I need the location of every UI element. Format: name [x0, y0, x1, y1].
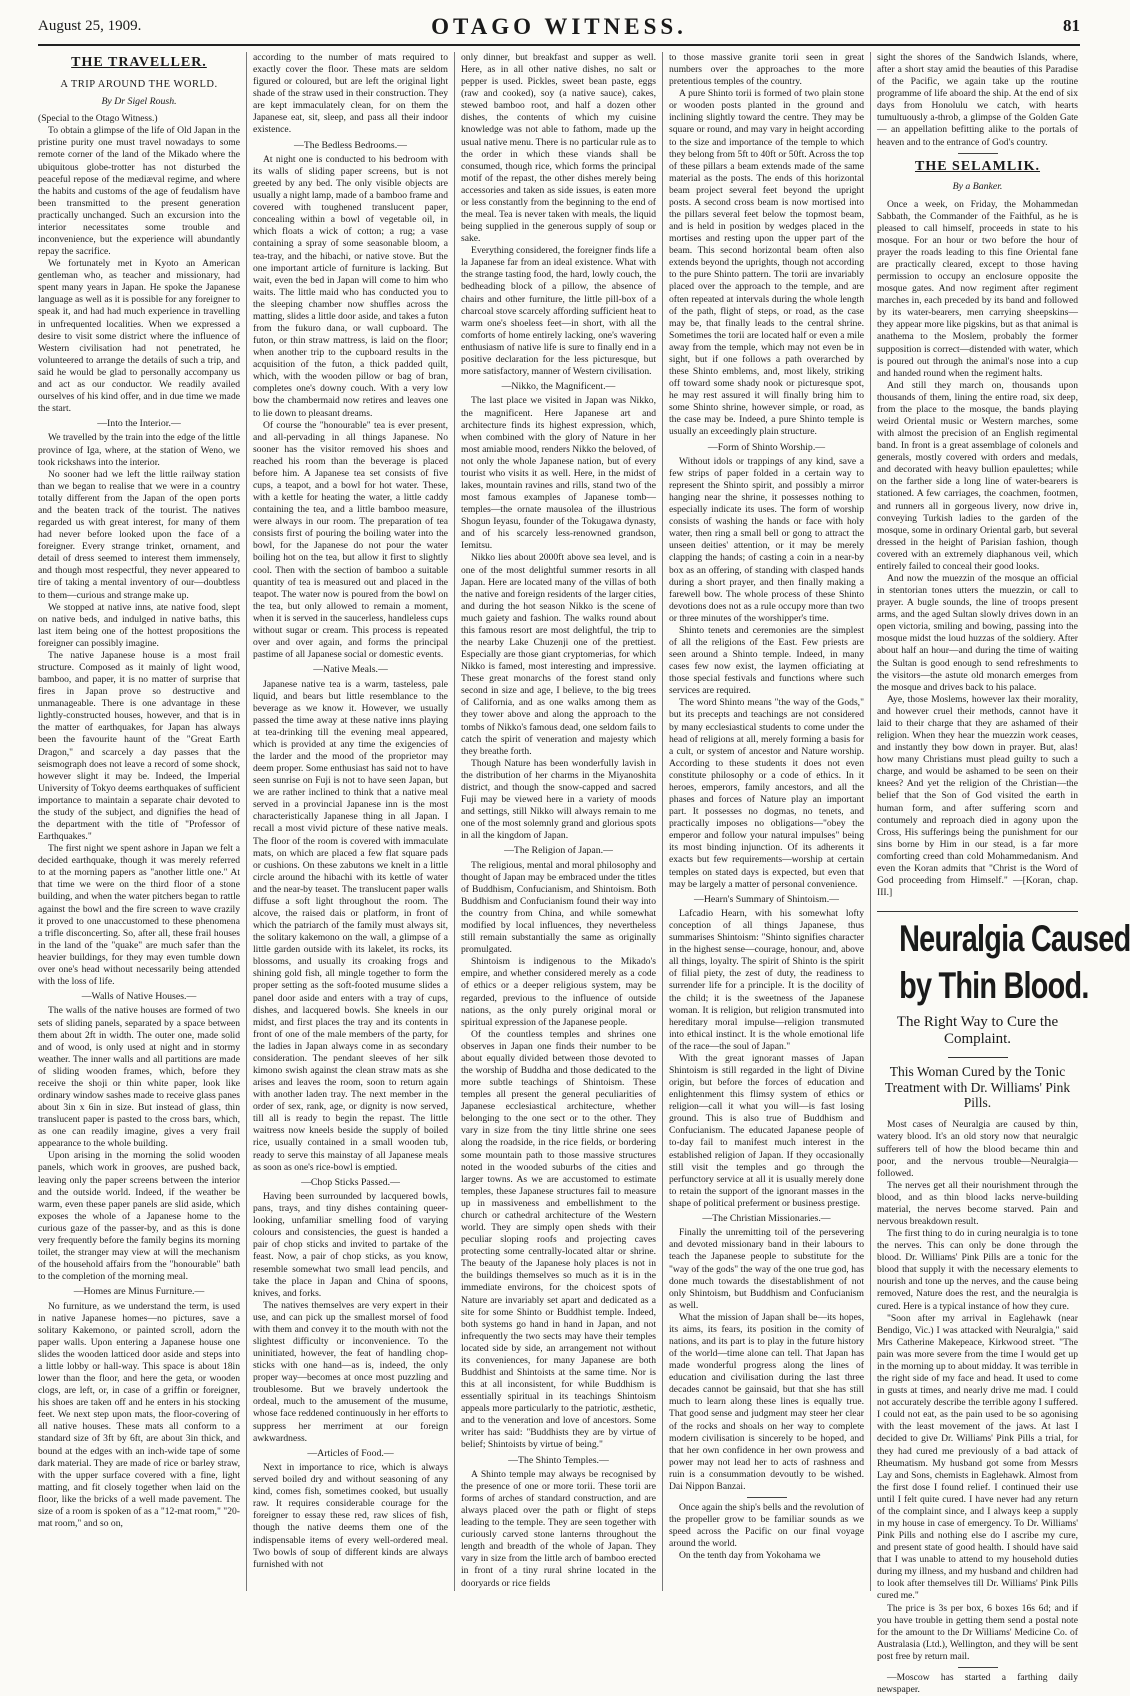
paragraph: With the great ignorant masses of Japan Shintoism is still regarded in the light of Divine origin, but before the forces of education and enlightenment this flimsy system of ethics or religion—call it what you will—is fast losing ground. This is also true of Buddhism and Confucianism. The educated Japanese people of to-day fail to manifest much interest in the established religion of Japan. If they occasionally still visit the temples and go through the perfunctory service at all it is usually merely done to retain the support of the ignorant masses in the shape of political preferment or business prestige.	[669, 1052, 864, 1209]
paragraph: —Moscow has started a farthing daily newspaper.	[877, 1671, 1078, 1695]
paragraph: The word Shinto means "the way of the Gods," but its precepts and teachings are not considered by many ecclesiastical students to come under the head of religions at all, merely forming a basis for a cult, or system of ancestor and Nature worship. According to these students it does not even constitute philosophy or a code of ethics. In it heroes, emperors, family ancestors, and all the phases and forces of Nature play an important part. It possesses no dogmas, no tenets, and practically imposes no obligations—"obey the emperor and follow your natural impulses" being its most binding injunction. Of its adherents it exacts but few requirements—worship at certain temples on stated days is expected, but even that may be largely a matter of personal convenience.	[669, 697, 864, 890]
paragraph: Once a week, on Friday, the Mohammedan Sabbath, the Commander of the Faithful, as he is pleased to call himself, proceeds in state to his mosque. For an hour or two before the hour of prayer the roads leading to this fine Oriental fane are practically cleared, except to those having permission to occupy an enclosure opposite the mosque gates. And now regiment after regiment marches in, each preceded by its band and followed by its water-bearers, men carrying sheepskins—they appear more like pigskins, but as that animal is anathema to the Moslem, probably the former supposition is correct—distended with water, which is poured out through the animal's nose into a cup and handed round when the regiment halts.	[877, 198, 1078, 379]
paragraph: Nikko lies about 2000ft above sea level, and is one of the most delightful summer resorts in all Japan. Here are located many of the villas of both the native and foreign residents of the larger cities, and during the hot season Nikko is the scene of much gaiety and fashion. The walks round about this famous resort are most delightful, the trip to the nearby Lake Chuzenji one of the prettiest. Especially are those giant cryptomerias, for which Nikko is famed, most interesting and impressive. These great monarchs of the forest stand only second in size and age, I believe, to the big trees of California, and as one walks among them as they tower above and along the approach to the tombs of Nikko's famous dead, one seldom fails to catch the spirit of veneration and majesty which they breathe forth.	[461, 552, 656, 757]
article-byline: By a Banker.	[952, 181, 1003, 193]
paragraph: Shinto tenets and ceremonies are the simplest of all the religions of the East. Few priests are seen around a Shinto temple. Indeed, in many cases few now exist, the laymen officiating at those special festivals and functions where such services are required.	[669, 624, 864, 697]
paragraph: Everything considered, the foreigner finds life a la Japanese far from an ideal existence. What with the strange tasting food, the hard, lowly couch, the bedheading block of a pillow, the absence of chairs and other furniture, the little pill-box of a charcoal stove scarcely affording sufficient heat to warm one's shoeless feet—in short, with all the comforts of home entirely lacking, one's wavering enthusiasm of native life is sure to finally end in a positive declaration for the less picturesque, but more satisfactory, manner of Western civilisation.	[461, 245, 656, 378]
paragraph: A Shinto temple may always be recognised by the presence of one or more torii. These torii are forms of arches of standard construction, and are always placed over the path or flight of steps leading to the temple. They are seen together with curiously carved stone lanterns throughout the length and breadth of the whole of Japan. They vary in size from the little arch of bamboo erected in front of a tiny rural shrine located in the dooryards or rice fields	[461, 1468, 656, 1589]
paragraph: Though Nature has been wonderfully lavish in the distribution of her charms in the Miyanoshita district, and though the snow-capped and sacred Fuji may be viewed here in a variety of moods and settings, still Nikko will always remain to me one of the most solemnly grand and glorious spots in all the kingdom of Japan.	[461, 757, 656, 842]
advertisement	[877, 911, 1130, 1696]
column-5	[870, 52, 1130, 1695]
paragraph: The last place we visited in Japan was Nikko, the magnificent. Here Japanese art and architecture finds its highest expression, which, when combined with the glory of Nature in her most amiable mood, renders Nikko the beloved, of not only the whole Japanese nation, but of every tourist who visits it as well. Here, in the midst of lakes, mountain ravines and rills, stand two of the most famous examples of Japanese tomb—temples—the ornate mausolea of the illustrious Shogun Ieyasu, founder of the Tokugawa dynasty, and of his scarcely less-renowned grandson, Iemitsu.	[461, 395, 656, 552]
ad-subheading: The Right Way to Cure the Complaint.	[896, 1014, 1059, 1048]
section-heading: —Native Meals.—	[313, 664, 388, 676]
paragraph: Having been surrounded by lacquered bowls, pans, trays, and tiny dishes containing queer-looking, unfamiliar smelling food of varying colours and consistencies, the guest is handed a pair of chop sticks and invited to partake of the feast. Now, a pair of chop sticks, as you know, resemble somewhat two small lead pencils, and take the place in Japan and China of spoons, knives, and forks.	[253, 1191, 448, 1299]
paragraph: On the tenth day from Yokohama we	[679, 1550, 821, 1562]
paragraph: And still they march on, thousands upon thousands of them, lining the entire road, six deep, from the place to the mosque, the bands playing weird Oriental music or Western marches, some with almost the precision of an English regimental band. In front is a great assemblage of colonels and generals, mostly covered with orders and medals, and decorated with heavy bullion epaulettes; while on the farther side a long line of water-bearers is stationed. A few carriages, the coachmen, footmen, and runners all in gorgeous livery, now drive in, conveying Turkish ladies to the garden of the mosque, some in ordinary Oriental garb, but several dressed in the height of Parisian fashion, though covered with an extremely diaphanous veil, which entirely failed to conceal their good looks.	[877, 379, 1078, 572]
section-heading: —Nikko, the Magnificent.—	[501, 381, 616, 393]
section-heading: —Walls of Native Houses.—	[81, 991, 197, 1003]
page-number: 81	[1063, 16, 1080, 35]
paragraph: Most cases of Neuralgia are caused by thin, watery blood. It's an old story now that neuralgic sufferers tell of how the blood became thin and poor, and the nervous trouble—Neuralgia—followed.	[877, 1119, 1078, 1179]
paragraph: The natives themselves are very expert in their use, and can pick up the smallest morsel of food with them and convey it to the mouth with not the slightest difficulty or inconvenience. To the uninitiated, however, the feat of handling chop-sticks with one hand—as is, indeed, the only proper way—becomes at once most puzzling and troublesome. But we bravely undertook the ordeal, much to the amusement of the musume, whose face reddened continuously in her efforts to suppress her merriment at our foreign awkwardness.	[253, 1299, 448, 1444]
paragraph: The price is 3s per box, 6 boxes 16s 6d; and if you have trouble in getting them send a postal note for the amount to the Dr Williams' Medicine Co. of Australasia (Ltd.), Wellington, and they will be sent post free by return mail.	[877, 1602, 1078, 1662]
masthead-rule	[38, 44, 1080, 46]
ad-subheading-2: This Woman Cured by the Tonic Treatment with Dr. Williams' Pink Pills.	[884, 1063, 1071, 1111]
paragraph: What the mission of Japan shall be—its hopes, its aims, its fears, its position in the comity of nations, and its part is to play in the future history of the world—time alone can tell. That Japan has made wonderful progress along the lines of education and civilisation during the last three decades cannot be gainsaid, but that she has still much to learn along these lines is equally true. That good sense and judgment may steer her clear of the rocks and shoals on her way to complete modern civilisation is sincerely to be hoped, and that her own confidence in her own prowess and power may not lead her to acts of rashness and ruin is a consummation devoutly to be wished. Dai Nippon Banzai.	[669, 1311, 864, 1492]
paragraph: The first thing to do in curing neuralgia is to tone the nerves. This can only be done through the blood. Dr. Williams' Pink Pills are a tonic for the blood that supply it with the necessary elements to nourish and tone up the nerves, and the cause being removed, Nature does the rest, and the neuralgia is cured. Here is a typical instance of how they cure.	[877, 1228, 1078, 1312]
paragraph: Lafcadio Hearn, with his somewhat lofty conception of all things Japanese, thus summarises Shintoism: "Shinto signifies character in the highest sense—courage, honour, and, above all things, loyalty. The spirit of Shinto is the spirit of filial piety, the zest of duty, the readiness to surrender life for a principle. It is the docility of the child; it is the sweetness of the Japanese woman. It is religion, but religion transmuted into hereditary moral impulse—religion transmuted into ethical instinct. It is the whole emotional life of the race—the soul of Japan."	[669, 908, 864, 1052]
paragraph: Once again the ship's bells and the revolution of the propeller grow to be familiar sounds as we speed across the Pacific on our final voyage around the world.	[669, 1502, 864, 1550]
paragraph: only dinner, but breakfast and supper as well. Here, as in all other native dishes, no salt or pepper is used. Pickles, sweet bean paste, eggs (raw and cooked), soy (a native sauce), cakes, stewed bamboo root, and half a dozen other dishes, the contents of which my cuisine knowledge was not able to fathom, made up the usual native menu. There is no particular rule as to the order in which these viands shall be consumed, though rice, which forms the principal motif of the repast, the other dishes merely being accessories and taken as side issues, is eaten more or less constantly from the beginning to the end of the meal. Tea is never taken with meals, the liquid being supplied in the generous supply of soup or sake.	[461, 52, 656, 245]
paragraph: Of the countless temples and shrines one observes in Japan one finds their number to be about equally divided between those devoted to the worship of Buddha and those dedicated to the more subtle teachings of Shintoism. These temples all present the general peculiarities of Japanese ecclesiastical architecture, whether belonging to the one sect or to the other. They vary in size from the tiny little shrine one sees along the roadside, in the rice fields, or bordering some mountain path to those massive structures noted in the wooded suburbs of the cities and larger towns. As we are accustomed to estimate temples, these Japanese structures fail to measure up in massiveness and embellishment to the church or cathedral architecture of the Western world. They are simply open sheds with their peculiar sloping roofs and projecting caves protecting some centrally-located altar or shrine. The beauty of the Japanese holy places is not in the buildings themselves so much as it is in the immediate environs, for the choicest spots of Nature are invariably set apart and dedicated as a site for some Shinto or Buddhist temple. Indeed, both systems go hand in hand in Japan, and not infrequently the two sects may have their temples located side by side, an arrangement not without its conveniences, for many Japanese are both Buddhist and Shintoists at the same time. Nor is this at all inconsistent, for while Buddhism is essentially spiritual in its teachings Shintoism appeals more particularly to the patriotic, æsthetic, and to the veneration and love of ancestors. Some writer has said: "Buddhists they are by virtue of belief; Shintoists by virtue of being."	[461, 1028, 656, 1451]
article-subtitle: A TRIP AROUND THE WORLD.	[60, 78, 218, 90]
paragraph: We stopped at native inns, ate native food, slept on native beds, and indulged in native baths, this last item being one of the hottest propositions the foreigner can possibly imagine.	[38, 601, 240, 649]
column-2	[246, 52, 454, 1591]
paragraph: At night one is conducted to his bedroom with its walls of sliding paper screens, but is not greeted by any bed. The only visible objects are usually a night lamp, made of a bamboo frame and covered with toughened translucent paper, concealing within a bowl of vegetable oil, in which floats a wick of cotton; a rug; a vase containing a spray of some seasonable bloom, a tea-tray, and the hibachi, or native stove. But the one important article of furniture is lacking. But wait, even the bed in Japan will come to him who waits. The little maid who has conducted you to the sleeping chamber now shuffles across the matting, slides a little door aside, and takes a futon from the fukuro dana, or wall cupboard. The futon, or thin straw mattress, is laid on the floor; when another trip to the cupboard results in the acquisition of the futon, a thick padded quilt, which, with the wooden pillow or bag of bran, completes one's downy couch. With a very low bow the chambermaid now retires and leaves one to lie down to pleasant dreams.	[253, 153, 449, 419]
divider	[948, 1057, 1008, 1058]
section-heading: —Homes are Minus Furniture.—	[73, 1286, 205, 1298]
paragraph: to those massive granite torii seen in great numbers over the approaches to the more pretentious temples of the country.	[669, 52, 864, 88]
paragraph: To obtain a glimpse of the life of Old Japan in the pristine purity one must travel nowadays to some remote corner of the land of the Mikado where the ubiquitous globe-trotter has not disturbed the peaceful repose of the mediæval regime, and where the habits and customs of the age of feudalism have been transmitted to the present generation practically unchanged. Such an excursion into the interior necessitates some trouble and inconvenience, but the experience will abundantly repay the sacrifice.	[38, 125, 240, 258]
divider	[958, 153, 998, 154]
section-heading: —The Christian Missionaries.—	[702, 1212, 831, 1224]
paragraph: No sooner had we left the little railway station than we began to realise that we were in a country totally different from the Japan of the open ports and the beaten track of the tourist. The natives regarded us with great interest, for many of them had never before looked upon the face of a foreigner. Every strange trinket, ornament, and detail of dress seemed to interest them immensely, and though most respectful, they never appeared to tire of taking a mental inventory of our—doubtless to them—curious and strange make up.	[38, 468, 240, 601]
paragraph: The nerves get all their nourishment through the blood, and as thin blood lacks nerve-building material, the nerves become starved. Pain and nervous breakdown result.	[877, 1179, 1078, 1228]
paragraph: Shintoism is indigenous to the Mikado's empire, and whether considered merely as a code of ethics or a deeper religious system, may be regarded, previous to the influence of outside nations, as the only purely original moral or spiritual expression of the Japanese people.	[461, 956, 656, 1028]
section-heading: —The Religion of Japan.—	[504, 845, 613, 857]
page-columns	[38, 52, 1130, 1695]
section-heading: —Form of Shinto Worship.—	[707, 441, 826, 453]
issue-date: August 25, 1909.	[38, 18, 142, 34]
ad-headline-2: by Thin Blood.	[899, 965, 1089, 1007]
newspaper-title: OTAGO WITNESS.	[431, 14, 687, 39]
paragraph: And now the muezzin of the mosque an official in stentorian tones utters the muezzin, or call to prayer. A bugle sounds, the line of troops present arms, and the aged Sultan slowly drives down in an open victoria, smiling and bowing, passing into the mosque midst the loud huzzas of the soldiery. After about half an hour—and during the time of waiting the Sultan is good enough to send refreshments to the visitors—the astute old monarch emerges from the mosque and drives back to his palace.	[877, 573, 1078, 693]
paragraph: Of course the "honourable" tea is ever present, and all-pervading in all things Japanese. No sooner has the visitor removed his shoes and reached his room than the beverage is placed before him. A Japanese tea set consists of five cups, a teapot, and a bowl for hot water. These, with a kettle for heating the water, a little caddy containing the tea, and a little bamboo measure, were always in our room. The preparation of tea consists first of pouring the boiling water into the bowl, for the Japanese do not pour the water boiling hot on the tea, but allow it first to slightly cool. Then with the section of bamboo a suitable quantity of tea is measured out and placed in the teapot. The water now is poured from the bowl on the tea, but only allowed to remain a moment, when it is served in the saucerless, handleless cups without sugar or cream. This process is repeated over and over again, and forms the principal pastime of all Japanese social or domestic events.	[253, 419, 448, 661]
section-heading: —Chop Sticks Passed.—	[301, 1176, 400, 1188]
section-heading: —Into the Interior.—	[97, 418, 181, 430]
paragraph: No furniture, as we understand the term, is used in native Japanese homes—no pictures, save a solitary Kakemono, or painted scroll, adorn the paper walls. Upon entering a Japanese house one slides the wooden latticed door aside and steps into a little lobby or hall-way. This space is about 18in lower than the floor, and here the geta, or wooden clogs, are left, or, in case of a griffin or foreigner, his shoes are taken off and he enters in his stocking feet. We next step upon mats, the floor-covering of all native houses. These mats all conform to a standard size of 3ft by 6ft, are about 3in thick, and bound at the edges with an inch-wide tape of some dark material. They are made of rice or barley straw, with the upper surface covered with a fine, light matting, and fit closely together when laid on the floor, like the bricks of a well made pavement. The size of a room is spoken of as a "12-mat room," "20-mat room," and so on,	[38, 1300, 240, 1529]
section-heading: —Articles of Food.—	[307, 1447, 394, 1459]
paragraph: We travelled by the train into the edge of the little province of Iga, where, at the station of Weno, we took rickshaws into the interior.	[38, 432, 240, 468]
column-1	[38, 52, 246, 1591]
section-heading: —The Shinto Temples.—	[508, 1454, 609, 1466]
paragraph: Finally the unremitting toil of the persevering and devoted missionary band in their labours to teach the Japanese people to substitute for the "way of the gods" the way of the one true god, has done much towards the disestablishment of not only Shintoism, but Buddhism and Confucianism as well.	[669, 1227, 864, 1311]
section-heading: —Hearn's Summary of Shintoism.—	[694, 893, 839, 905]
column-4	[662, 52, 870, 1591]
paragraph: "Soon after my arrival in Eaglehawk (near Bendigo, Vic.) I was attacked with Neuralgia," said Mrs Catherine Makepeace, Kirkwood street. "The pain was more severe from the time I would get up in the morning up to about midday. It was terrible in the right side of my face and head. It used to come in gusts at times, and nearly drive me mad. I could not accurately describe the terrible agony I suffered. I could not eat, as the pain used to be so agonising with the least movement of the jaws. At last I decided to give Dr. Williams' Pink Pills a trial, for they had cured me previously of a bad attack of Rheumatism. My husband got some from Messrs Lay and Sons, chemists in Eaglehawk. Almost from the first dose I found relief. I continued their use until I felt quite cured. I have never had any return of the complaint since, and I always keep a supply in my house in case of emergency. To Dr. Williams' Pink Pills and nothing else do I ascribe my cure, and present state of good health. I should have said that I was unable to attend to my household duties during my illness, and my husband and children had to look after themselves till Dr. Williams' Pink Pills cured me."	[877, 1312, 1078, 1602]
section-heading: —The Bedless Bedrooms.—	[294, 139, 407, 151]
paragraph: Without idols or trappings of any kind, save a few strips of paper folded in a certain way to represent the Shinto spirit, and possibly a mirror hanging near the shrine, it possesses nothing to especially indicate its uses. The form of worship consists of washing the hands or face with holy water, then ring a small bell or gong to attract the unseen deities' attention, or it may be merely clapping the hands; of casting a coin in a near-by box as an offering, of standing with clasped hands during a short prayer, and then finally making a farewell bow. The whole process of these Shinto devotions does not as a rule occupy more than two or three minutes of the worshipper's time.	[669, 455, 864, 624]
article-title: THE TRAVELLER.	[71, 55, 207, 70]
paragraph: The native Japanese house is a most frail structure. Composed as it mainly of light wood, bamboo, and paper, it is no matter of surprise that fires in Japan prove so destructive and unmanageable. There is one advantage in these lightly-constructed houses, however, and that is in the matter of earthquakes, for Japan has always been the favourite haunt of the "Great Earth Dragon," and scarcely a day passes that the seismograph does not leave a record of some shock, however slight it may be. Indeed, the Imperial University of Tokyo deems earthquakes of sufficient importance to maintain a separate chair devoted to the study of the subject, and dignifies the head of the department with the title of "Professor of Earthquakes."	[38, 649, 240, 843]
divider	[747, 1497, 787, 1498]
paragraph: We fortunately met in Kyoto an American gentleman who, as teacher and missionary, had spent many years in Japan. He spoke the Japanese language as well as it is possible for any foreigner to speak it, and had had much experience in travelling in unfrequented localities. When we expressed a desire to visit some district where the influence of Western civilisation had not penetrated, he volunteered to arrange the details of such a trip, and said he would be glad to personally accompany us and act as our conductor. We readily availed ourselves of his kind offer, and in due time we made the start.	[38, 258, 240, 415]
paragraph: The walls of the native houses are formed of two sets of sliding panels, separated by a space between them about 2ft in width. The outer one, made solid and of wood, is only used at night and in stormy weather. The inner walls and all partitions are made of sliding wooden frames, which, before they receive the shoji or thin white paper, look like ordinary window sashes made to receive glass panes about 3in x 6in in size. But instead of glass, thin translucent paper is pasted to the cross bars, which, as one can readily imagine, gives a very frail appearance to the whole building.	[38, 1005, 240, 1150]
paragraph: The religious, mental and moral philosophy and thought of Japan may be embraced under the titles of Buddhism, Confucianism, and Shintoism. Both Buddhism and Confucianism found their way into the country from China, and while somewhat modified by local influences, they nevertheless still remain substantially the same as originally promulgated.	[461, 859, 656, 956]
paragraph: Japanese native tea is a warm, tasteless, pale liquid, and bears but little resemblance to the beverage as we know it. However, we usually passed the time away at these native inns playing at tea-drinking till the evening meal appeared, which is provided at any time the exigencies of the larder and the mood of the proprietor may deem proper. Some enthusiast has said not to have seen sunrise on Fuji is not to have seen Japan, but we are rather inclined to think that a native meal served in a provincial Japanese inn is the most characteristically Japanese thing in all Japan. I recall a most vivid picture of these native meals. The floor of the room is covered with immaculate mats, on which are placed a few flat square pads or cushions. On these zabutons we knelt in a little circle around the hibachi with its kettle of water and the near-by teaset. The translucent paper walls diffuse a soft light throughout the room. The alcove, the raised dais or platform, in front of which the patriarch of the family must always sit, the solitary kakemono on the wall, a glimpse of a little garden outside with its lakelet, its rocks, its blossoms, and usually its croaking frogs and shining gold fish, all mingle together to form the proper setting as the soft-footed musume slides a panel door aside and enters with a tray of cups, dishes, and lacquered bowls. She kneels in our midst, and first places the tray and its contents in front of one of the male members of the party, for the ladies in Japan always come in as secondary consideration. The pendant sleeves of her silk kimono swish against the clean straw mats as she arises and leaves the room, soon to return again with another laden tray. The next member in the order of sex, rank, age, or dignity is now served, till all is ready to begin the repast. The little waitress now kneels beside the supply of boiled rice, usually contained in a small wooden tub, ready to serve this mainstay of all Japanese meals as soon as one's rice-bowl is emptied.	[253, 678, 448, 1173]
paragraph: Upon arising in the morning the solid wooden panels, which work in grooves, are pushed back, leaving only the paper screens between the interior and the outside world. Indeed, if the weather be warm, even these paper panels are slid aside, which exposes the whole of a Japanese home to the curious gaze of the passer-by, and as this is done very frequently before the family begins its morning toilet, the stranger may view at will the mechanism of the household affairs from the "honourable" bath to the completion of the morning meal.	[38, 1150, 240, 1283]
article-title: THE SELAMLIK.	[914, 158, 1041, 174]
article-note: (Special to the Otago Witness.)	[38, 113, 158, 125]
paragraph: sight the shores of the Sandwich Islands, where, after a short stay amid the beauties of this Paradise of the Pacific, we again take up the routine programme of life aboard the ship. At the end of six days from Honolulu we catch, with hearts tumultuously a-throb, a glimpse of the Golden Gate — an appellation befitting alike to the portals of heaven and to the entrance of God's country.	[877, 52, 1078, 148]
article-byline: By Dr Sigel Roush.	[101, 95, 177, 107]
paragraph: Aye, those Moslems, however lax their morality, and however cruel their methods, cannot have it laid to their charge that they are ashamed of their religion. When they hear the muezzin work ceases, and instantly they bow down in prayer. But, alas! how many Christians must plead guilty to such a charge, and would be ashamed to be seen on their knees? And yet the religion of the Christian—the belief that the Son of God visited the earth in human form, and after suffering scorn and contumely and reproach died in agony upon the Cross, His sufferings being the punishment for our sins borne by Him in our stead, is a far more comforting creed than cold Mohammedanism. And even the Koran admits that "Christ is the Word of God proceeding from Himself." —[Koran, chap. III.]	[877, 693, 1078, 899]
column-3	[454, 52, 662, 1591]
divider	[958, 1667, 998, 1668]
ad-headline-1: Neuralgia Caused	[899, 918, 1130, 960]
paragraph: Next in importance to rice, which is always served boiled dry and without seasoning of any kind, comes fish, sometimes cooked, but usually raw. It requires considerable courage for the foreigner to essay these red, raw slices of fish, though the native deems them one of the indispensable items of every well-ordered meal. Two bowls of soup of different kinds are always furnished with not	[253, 1462, 448, 1570]
paragraph: The first night we spent ashore in Japan we felt a decided earthquake, though it was merely referred to at the morning papers as "another little one." At that time we were on the third floor of a stone building, and when the water pitchers began to rattle against the bowl and the fire screen to wave crazily it proved to one unaccustomed to these phenomena a trifle disconcerting. So, after all, these frail houses in the land of the "quake" are much safer than the heavier buildings, for they may even tumble down over one's head without necessarily being attended with the loss of life.	[38, 843, 240, 987]
masthead	[38, 10, 1080, 40]
paragraph: A pure Shinto torii is formed of two plain stone or wooden posts planted in the ground and inclining slightly toward the centre. They may be square or round, and may vary in height according to the size and importance of the temple to which they belong from 5ft to 40ft or 50ft. Across the top of these pillars a beam extends made of the same material as the posts. The ends of this horizontal beam project several feet beyond the upright posts. A second cross beam is now mortised into the pillars several feet below the topmost beam, and is held in position by wedges placed in the mortises and resting upon the upper part of the beam. This second horizontal beam often also extends beyond the uprights, though not according to the pure Shinto pattern. The torii are invariably placed over the approach to the temple, and are often repeated at intervals during the whole length of the path, flight of steps, or road, as the case may be, that finally leads to the central shrine. Sometimes the torii are located half or even a mile away from the temple, which may not even be in sight, but if one follows a path overarched by these Shinto emblems, and, most likely, striking off toward some shady nook or picturesque spot, he may rest assured it will finally bring him to some Shinto shrine, however simple, or road, as the case may be. Indeed, a pure Shinto temple is usually an exceedingly plain structure.	[669, 88, 864, 438]
paragraph: according to the number of mats required to exactly cover the floor. These mats are seldom figured or coloured, but are left the original light shade of the straw used in their construction. They are kept immaculately clean, for on them the Japanese eat, sit, sleep, and pass all their indoor existence.	[253, 52, 448, 136]
